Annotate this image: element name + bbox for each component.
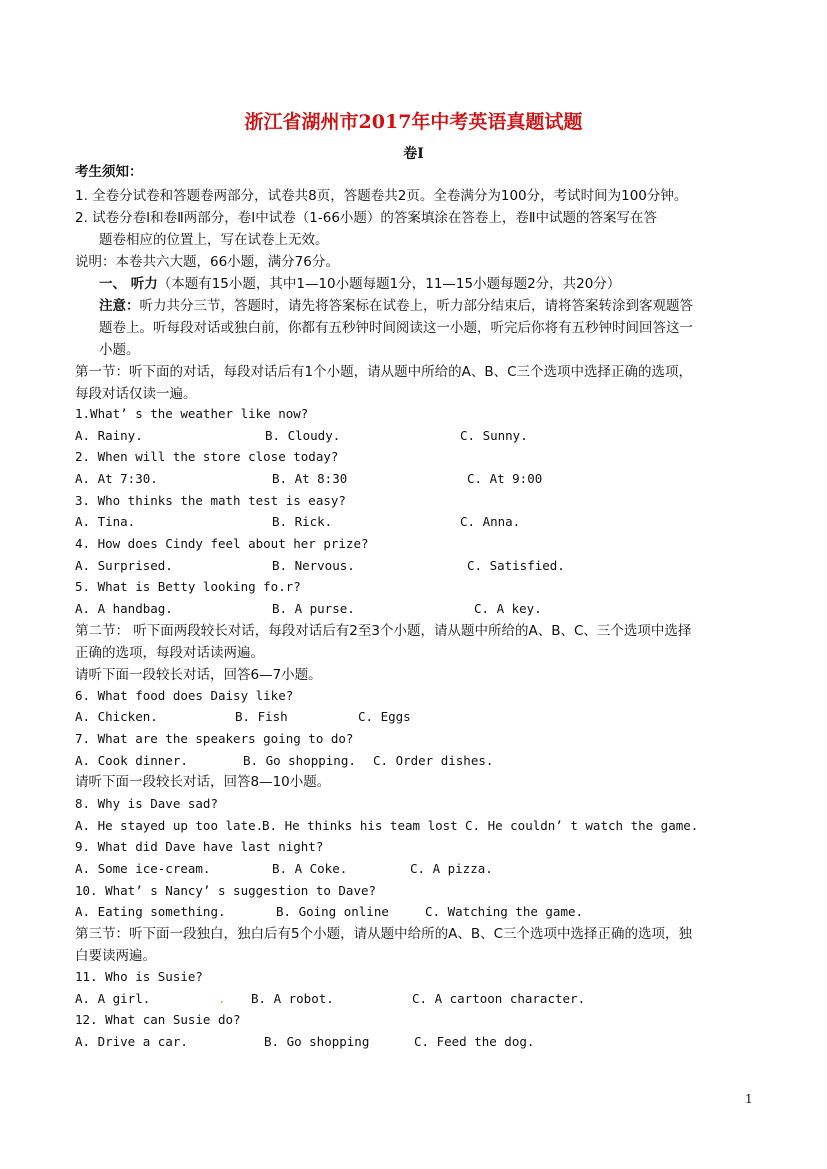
option-6a: A. Chicken.: [75, 709, 158, 724]
stray-dot: .: [218, 991, 226, 1006]
option-1c: C. Sunny.: [460, 428, 528, 443]
option-6b: B. Fish: [235, 709, 288, 724]
exam-explanation: 说明：本卷共六大题，66小题，满分76分。: [75, 254, 339, 270]
exam-title: 浙江省湖州市2017年中考英语真题试题: [244, 111, 583, 133]
option-6c: C. Eggs: [358, 709, 411, 724]
option-10c: C. Watching the game.: [425, 904, 584, 919]
question-9: 9. What did Dave have last night?: [75, 839, 324, 854]
option-12b: B. Go shopping: [264, 1034, 370, 1049]
option-4a: A. Surprised.: [75, 558, 173, 573]
option-9a: A. Some ice-cream.: [75, 861, 211, 876]
option-12a: A. Drive a car.: [75, 1034, 188, 1049]
part-2-instruction-cont: 正确的选项，每段对话读两遍。: [75, 645, 264, 661]
option-3a: A. Tina.: [75, 514, 136, 529]
option-5a: A. A handbag.: [75, 601, 173, 616]
option-7a: A. Cook dinner.: [75, 753, 188, 768]
question-8: 8. Why is Dave sad?: [75, 796, 218, 811]
option-10a: A. Eating something.: [75, 904, 226, 919]
question-6: 6. What food does Daisy like?: [75, 688, 294, 703]
option-11b: B. A robot.: [251, 991, 334, 1006]
question-11: 11. Who is Susie?: [75, 969, 203, 984]
question-12: 12. What can Susie do?: [75, 1012, 241, 1027]
option-3b: B. Rick.: [272, 514, 333, 529]
option-8c: C. He couldn’ t watch the game.: [465, 818, 699, 833]
section-1-header: [99, 278, 620, 292]
notice-item-1: 1. 全卷分试卷和答题卷两部分，试卷共8页，答题卷共2页。全卷满分为100分，考试时间为100分钟。: [75, 188, 688, 204]
notice-item-2-cont: 题卷相应的位置上，写在试卷上无效。: [99, 232, 329, 248]
part-1-instruction-cont: 每段对话仅读一遍。: [75, 386, 197, 402]
question-2: 2. When will the store close today?: [75, 449, 339, 464]
section-1-note: [99, 300, 693, 314]
note-label: 注意：: [99, 298, 140, 314]
option-3c: C. Anna.: [460, 514, 521, 529]
option-10b: B. Going online: [276, 904, 389, 919]
option-4c: C. Satisfied.: [467, 558, 565, 573]
part-2-sub-1: 请听下面一段较长对话，回答6—7小题。: [75, 667, 322, 683]
option-9c: C. A pizza.: [410, 861, 493, 876]
part-1-instruction: 第一节：听下面的对话，每段对话后有1个小题，请从题中所给的A、B、C三个选项中选择正确的选项，: [75, 364, 693, 380]
option-5b: B. A purse.: [272, 601, 355, 616]
notice-item-2: 2. 试卷分卷Ⅰ和卷Ⅱ两部分，卷Ⅰ中试卷（1-66小题）的答案填涂在答卷上，卷Ⅱ中试题的答案写在答: [75, 210, 658, 226]
option-8a: A. He stayed up too late.: [75, 818, 264, 833]
option-8b: B. He thinks his team lost: [262, 818, 458, 833]
notice-heading: 考生须知：: [75, 164, 143, 180]
note-line-3: 小题。: [99, 342, 140, 358]
part-2-instruction: 第二节： 听下面两段较长对话，每段对话后有2至3个小题，请从题中所给的A、B、C、三个选项中选择: [75, 623, 692, 639]
option-2b: B. At 8:30: [272, 471, 348, 486]
part-2-sub-2: 请听下面一段较长对话，回答8—10小题。: [75, 774, 331, 790]
option-1a: A. Rainy.: [75, 428, 143, 443]
option-2c: C. At 9:00: [467, 471, 543, 486]
section-1-title: 一、 听力: [99, 276, 158, 292]
question-5: 5. What is Betty looking fo.r?: [75, 579, 301, 594]
question-4: 4. How does Cindy feel about her prize?: [75, 536, 369, 551]
option-11c: C. A cartoon character.: [412, 991, 586, 1006]
option-9b: B. A Coke.: [272, 861, 348, 876]
question-1: 1.What’ s the weather like now?: [75, 406, 309, 421]
question-10: 10. What’ s Nancy’ s suggestion to Dave?: [75, 883, 377, 898]
section-1-desc: （本题有15小题，其中1—10小题每题1分，11—15小题每题2分，共20分）: [157, 276, 621, 292]
volume-label: 卷Ⅰ: [403, 146, 424, 162]
page-number: 1: [745, 1092, 753, 1106]
note-line-2: 题卷上。听每段对话或独白前，你都有五秒钟时间阅读这一小题，听完后你将有五秒钟时间回答这一: [99, 320, 693, 336]
question-7: 7. What are the speakers going to do?: [75, 731, 354, 746]
question-3: 3. Who thinks the math test is easy?: [75, 493, 346, 508]
option-4b: B. Nervous.: [272, 558, 355, 573]
part-3-instruction-cont: 白要读两遍。: [75, 948, 156, 964]
option-5c: C. A key.: [474, 601, 542, 616]
option-1b: B. Cloudy.: [265, 428, 341, 443]
option-7b: B. Go shopping.: [243, 753, 356, 768]
option-2a: A. At 7:30.: [75, 471, 158, 486]
note-line-1: 听力共分三节，答题时，请先将答案标在试卷上，听力部分结束后，请将答案转涂到客观题答: [139, 298, 693, 314]
option-11a: A. A girl.: [75, 991, 151, 1006]
option-12c: C. Feed the dog.: [414, 1034, 535, 1049]
part-3-instruction: 第三节：听下面一段独白，独白后有5个小题，请从题中给所的A、B、C三个选项中选择正确的选项，独: [75, 926, 693, 942]
option-7c: C. Order dishes.: [373, 753, 494, 768]
